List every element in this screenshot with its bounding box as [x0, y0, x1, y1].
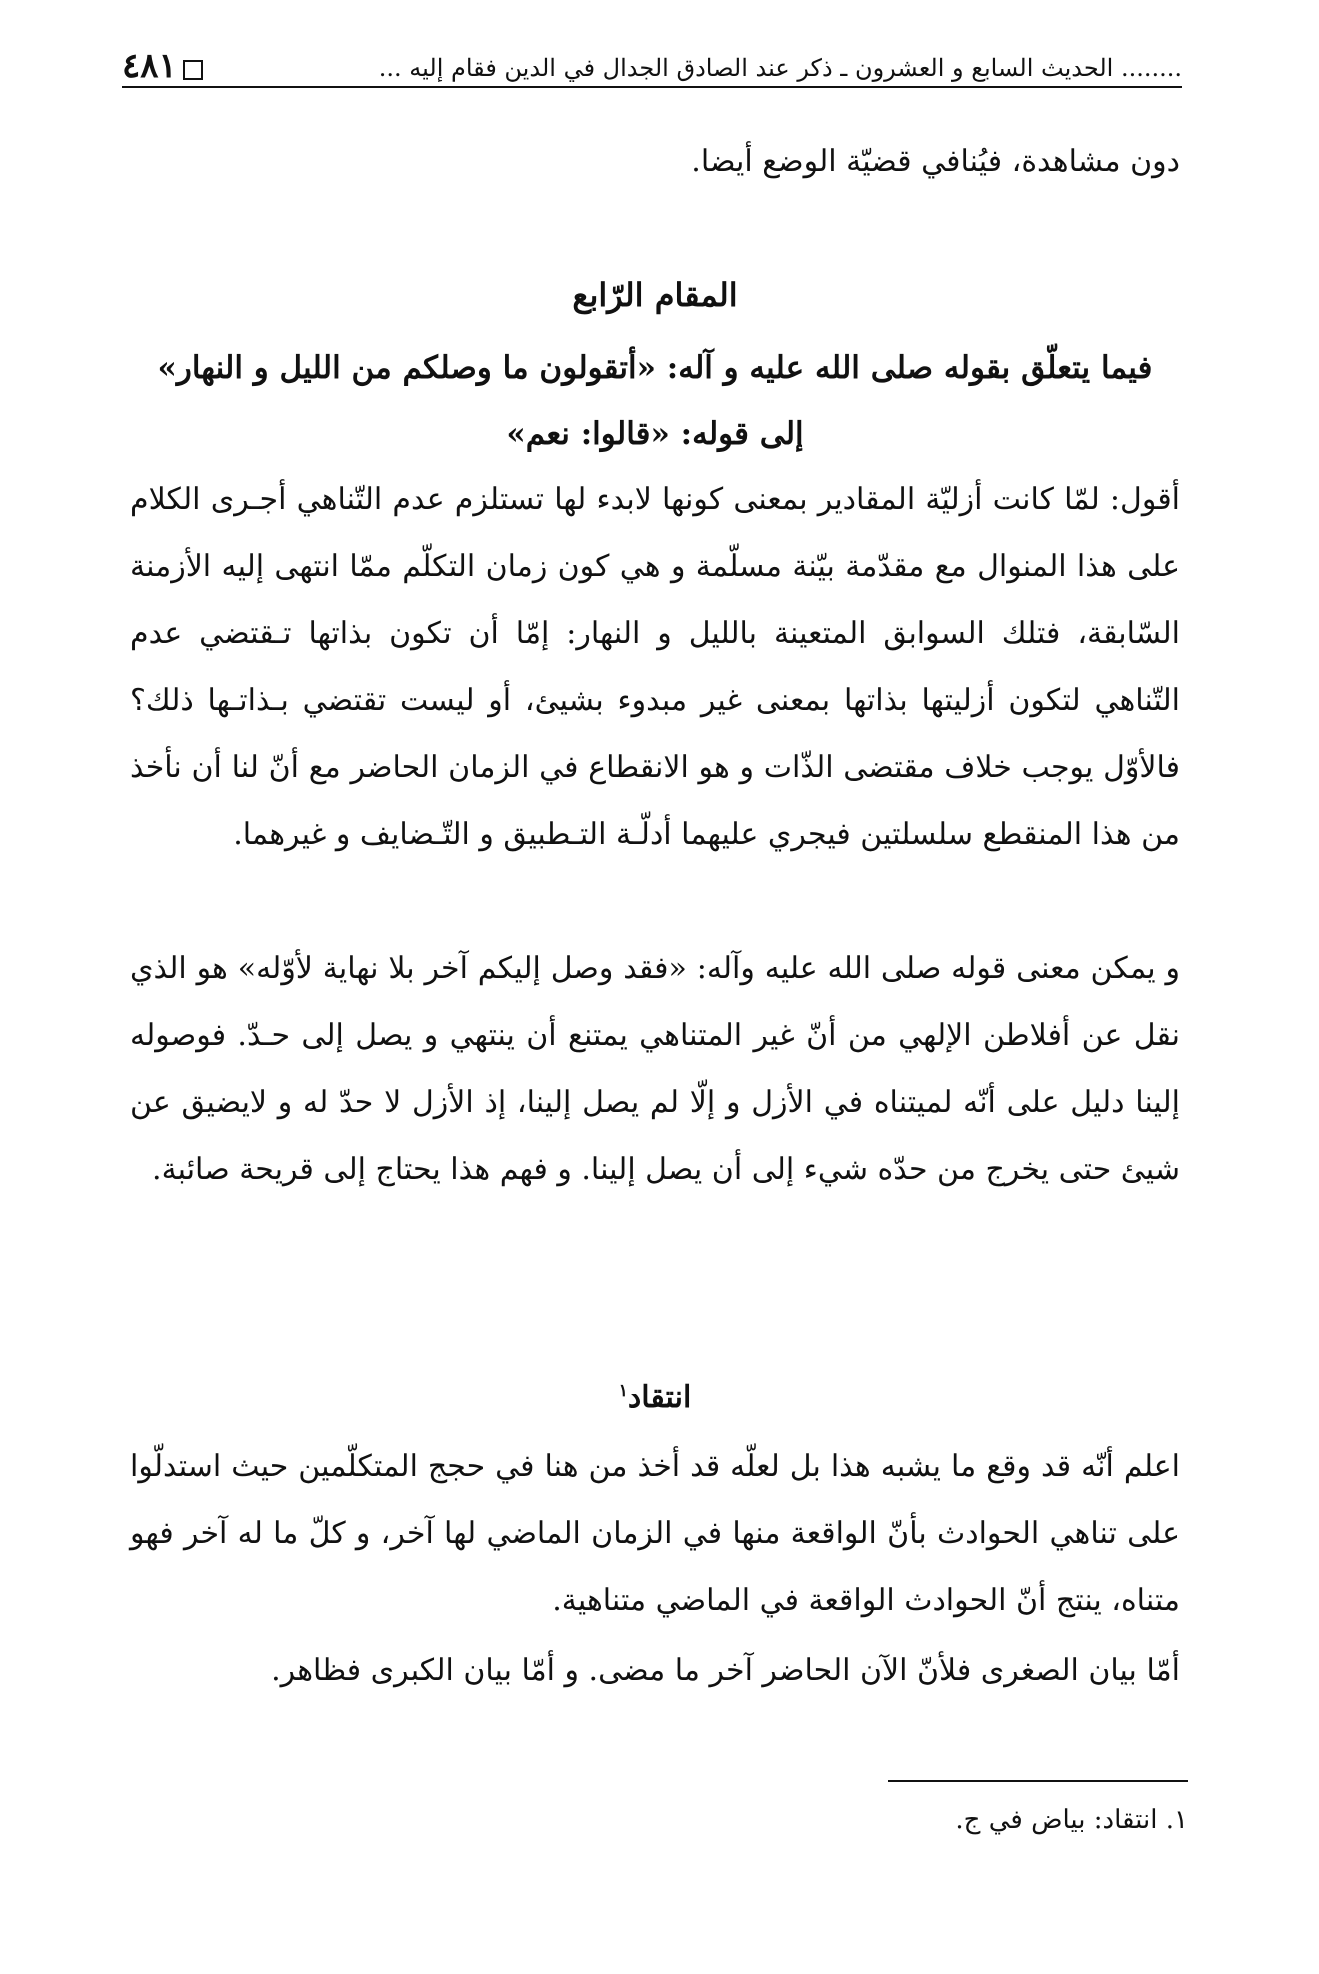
header-page-number-group — [122, 46, 209, 86]
critique-heading — [130, 1365, 1180, 1431]
intro-paragraph: دون مشاهدة، فيُنافي قضيّة الوضع أيضا. — [691, 144, 1180, 179]
page-number: ٤٨١ — [122, 46, 177, 86]
paragraph-2: و يمكن معنى قوله صلى الله عليه وآله: «فقد وصل إليكم آخر بلا نهاية لأوّله» هو الذي نقل عن أفلاطن الإلهي من أنّ غير المتناهي يمتنع أن ينتهي و يصل إلى حـدّ. فوصوله إلينا دليل على أنّه لميتناه في الأزل و إلّا لم يصل إلينا، إذ الأزل لا حدّ له و لايضيق عن شيئ حتى يخرج من حدّه شيء إلى أن يصل إلينا. و فهم هذا يحتاج إلى قريحة صائبة. — [130, 951, 1180, 1187]
header-title: ........ الحديث السابع و العشرون ـ ذكر عند الصادق الجدال في الدين فقام إليه ... — [378, 54, 1182, 82]
paragraph-1: أقول: لمّا كانت أزليّة المقادير بمعنى كونها لابدء لها تستلزم عدم التّناهي أجـرى الكلام على هذا المنوال مع مقدّمة بيّنة مسلّمة و هي كون زمان التكلّم ممّا انتهى إليه الأزمنة السّابقة، فتلك السوابق المتعينة بالليل و النهار: إمّا أن تكون بذاتها تـقتضي عدم التّناهي لتكون أزليتها بذاتها بمعنى غير مبدوء بشيئ، أو ليست تقتضي بـذاتـها ذلك؟ فالأوّل يوجب خلاف مقتضى الذّات و هو الانقطاع في الزمان الحاضر مع أنّ لنا أن نأخذ من هذا المنقطع سلسلتين فيجري عليهما أدلّـة التـطبيق و التّـضايف و غيرهما. — [130, 482, 1180, 852]
header-divider — [122, 86, 1182, 88]
footnote: ١. انتقاد: بياض في ج. — [955, 1805, 1188, 1835]
section-subtitle-line-2: إلى قوله: «قالوا: نعم» — [506, 416, 804, 452]
paragraph-4: أمّا بيان الصغرى فلأنّ الآن الحاضر آخر ما مضى. و أمّا بيان الكبرى فظاهر. — [271, 1653, 1180, 1688]
footnote-divider — [888, 1780, 1188, 1782]
section-title: المقام الرّابع — [572, 276, 738, 314]
running-header — [122, 40, 1182, 86]
square-ornament-icon — [183, 60, 203, 80]
footnote-marker: ١ — [618, 1381, 628, 1401]
critique-title: انتقاد — [627, 1380, 692, 1415]
section-subtitle-line-1: فيما يتعلّق بقوله صلى الله عليه و آله: «أتقولون ما وصلكم من الليل و النهار» — [157, 350, 1153, 386]
paragraph-3: اعلم أنّه قد وقع ما يشبه هذا بل لعلّه قد أخذ من هنا في حجج المتكلّمين حيث استدلّوا على تناهي الحوادث بأنّ الواقعة منها في الزمان الماضي لها آخر، و كلّ ما له آخر فهو متناه، ينتج أنّ الحوادث الواقعة في الماضي متناهية. — [130, 1449, 1180, 1618]
